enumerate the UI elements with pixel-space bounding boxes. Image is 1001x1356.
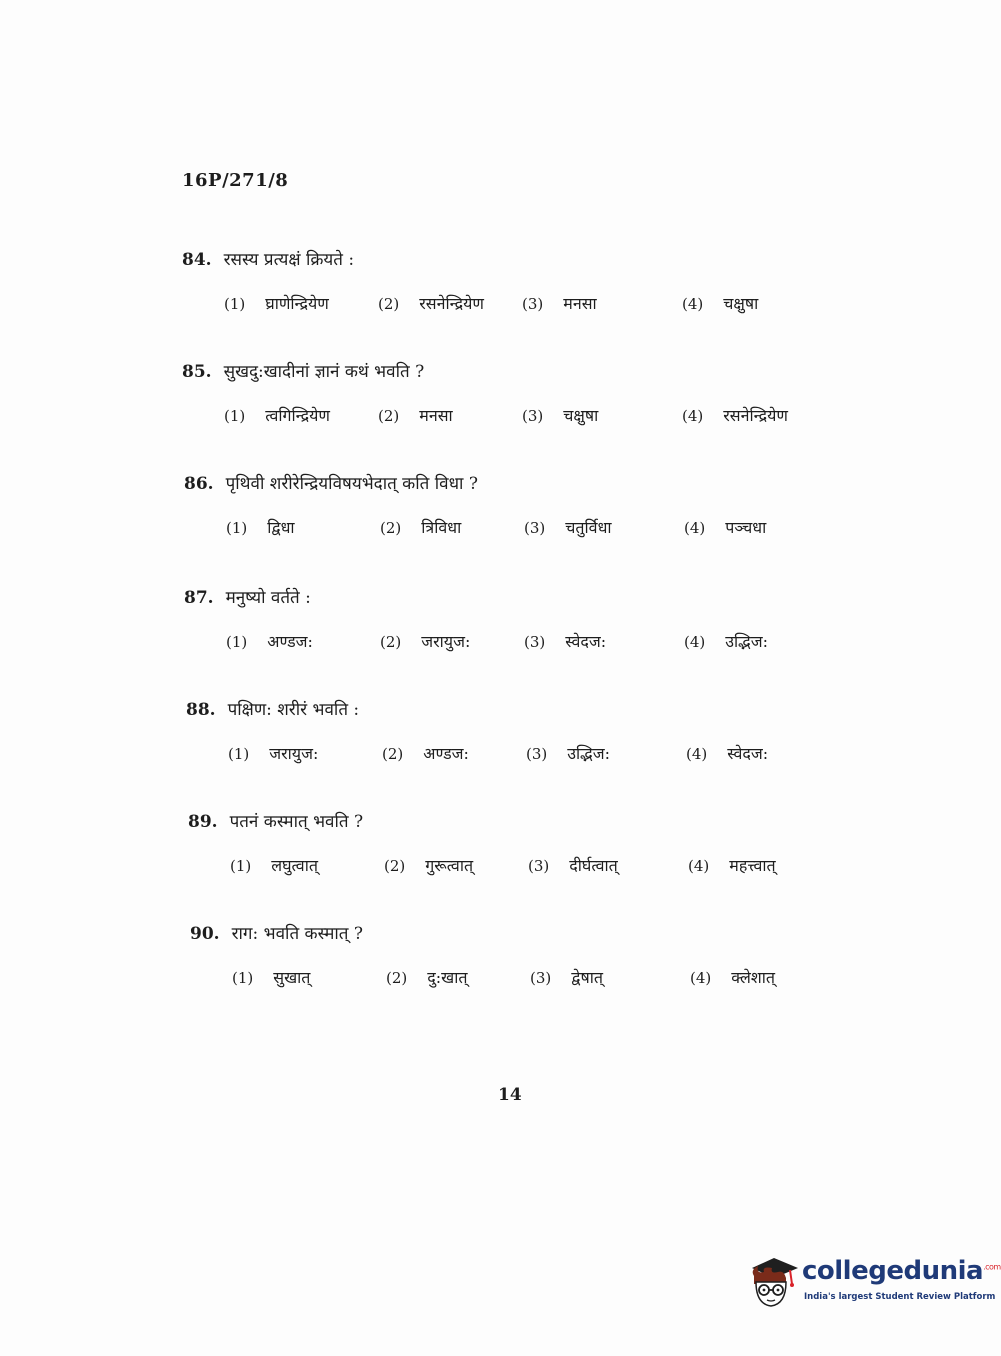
- option-text: त्वगिन्द्रियेण: [265, 406, 330, 425]
- option-text: दीर्घत्वात्: [569, 856, 618, 875]
- option-4: [682, 404, 788, 426]
- option-text: रसनेन्द्रियेण: [419, 294, 484, 313]
- option-2: [382, 742, 469, 764]
- option-text: द्वेषात्: [571, 968, 603, 987]
- question-number: 89.: [188, 812, 218, 832]
- question-stem: [184, 472, 844, 496]
- option-3: [528, 854, 618, 876]
- question-number: 84.: [182, 250, 212, 270]
- question-text: सुखदु:खादीनां ज्ञानं कथं भवति ?: [223, 362, 425, 382]
- option-3: [524, 630, 606, 652]
- option-1: [224, 404, 330, 426]
- option-text: द्विधा: [267, 518, 295, 537]
- option-number: (1): [224, 295, 246, 313]
- option-text: अण्डज:: [267, 632, 313, 651]
- option-text: उद्भिज:: [725, 632, 769, 651]
- option-2: [384, 854, 473, 876]
- option-2: [378, 292, 484, 314]
- option-3: [522, 292, 597, 314]
- question-number: 85.: [182, 362, 212, 382]
- question-stem: [188, 810, 848, 834]
- question-5: [188, 810, 848, 884]
- question-4: [186, 698, 846, 772]
- option-number: (1): [226, 519, 248, 537]
- question-text: पक्षिण: शरीरं भवति :: [227, 700, 360, 720]
- option-4: [684, 630, 768, 652]
- option-text: उद्भिज:: [567, 744, 611, 763]
- question-stem: [186, 698, 846, 722]
- question-stem: [182, 360, 842, 384]
- option-text: घ्राणेन्द्रियेण: [265, 294, 329, 313]
- option-list: [182, 292, 842, 322]
- option-3: [522, 404, 598, 426]
- option-4: [684, 516, 766, 538]
- option-1: [232, 966, 310, 988]
- option-number: (4): [682, 295, 704, 313]
- option-text: सुखात्: [273, 968, 311, 987]
- option-4: [686, 742, 768, 764]
- option-number: (4): [682, 407, 704, 425]
- question-6: [190, 922, 850, 996]
- option-1: [226, 516, 295, 538]
- option-3: [524, 516, 612, 538]
- option-text: स्वेदज:: [727, 744, 769, 763]
- option-text: गुरूत्वात्: [425, 856, 474, 875]
- option-3: [530, 966, 603, 988]
- question-text: पृथिवी शरीरेन्द्रियविषयभेदात् कति विधा ?: [225, 474, 478, 494]
- question-3: [184, 586, 844, 660]
- option-number: (2): [378, 407, 400, 425]
- question-text: रसस्य प्रत्यक्षं क्रियते :: [223, 250, 355, 270]
- option-text: मनसा: [563, 294, 597, 313]
- option-2: [380, 516, 461, 538]
- page-number: 14: [498, 1085, 522, 1105]
- question-1: [182, 360, 842, 434]
- option-1: [226, 630, 313, 652]
- option-number: (2): [378, 295, 400, 313]
- option-list: [186, 742, 846, 772]
- logo-dotcom: .com: [983, 1262, 1001, 1272]
- option-number: (1): [228, 745, 250, 763]
- option-number: (4): [690, 969, 712, 987]
- option-4: [682, 292, 758, 314]
- option-list: [184, 516, 844, 546]
- option-text: रसनेन्द्रियेण: [723, 406, 788, 425]
- option-2: [386, 966, 468, 988]
- option-number: (1): [224, 407, 246, 425]
- option-number: (3): [524, 519, 546, 537]
- option-1: [228, 742, 318, 764]
- option-text: स्वेदज:: [565, 632, 607, 651]
- question-number: 86.: [184, 474, 214, 494]
- option-number: (3): [522, 295, 544, 313]
- option-list: [190, 966, 850, 996]
- option-text: क्लेशात्: [731, 968, 775, 987]
- option-number: (1): [226, 633, 248, 651]
- option-2: [378, 404, 453, 426]
- option-text: अण्डज:: [423, 744, 469, 763]
- question-0: [182, 248, 842, 322]
- mascot-icon: [744, 1250, 800, 1312]
- option-number: (2): [380, 633, 402, 651]
- option-text: चक्षुषा: [563, 406, 599, 425]
- question-2: [184, 472, 844, 546]
- question-stem: [184, 586, 844, 610]
- question-stem: [182, 248, 842, 272]
- option-number: (2): [384, 857, 406, 875]
- question-stem: [190, 922, 850, 946]
- option-number: (1): [232, 969, 254, 987]
- question-number: 87.: [184, 588, 214, 608]
- option-number: (1): [230, 857, 252, 875]
- option-number: (3): [530, 969, 552, 987]
- option-2: [380, 630, 470, 652]
- option-number: (2): [382, 745, 404, 763]
- option-text: दु:खात्: [427, 968, 468, 987]
- option-number: (4): [686, 745, 708, 763]
- option-text: लघुत्वात्: [271, 856, 318, 875]
- option-number: (4): [684, 633, 706, 651]
- option-text: मनसा: [419, 406, 453, 425]
- option-number: (3): [526, 745, 548, 763]
- question-number: 88.: [186, 700, 216, 720]
- question-text: मनुष्यो वर्तते :: [225, 588, 311, 608]
- option-text: त्रिविधा: [421, 518, 462, 537]
- option-number: (3): [522, 407, 544, 425]
- collegedunia-logo: [744, 1250, 1001, 1312]
- paper-code: 16P/271/8: [182, 170, 289, 191]
- option-1: [230, 854, 318, 876]
- option-number: (4): [688, 857, 710, 875]
- question-number: 90.: [190, 924, 220, 944]
- option-1: [224, 292, 329, 314]
- logo-name: collegedunia: [802, 1256, 984, 1286]
- option-text: चतुर्विधा: [565, 518, 612, 537]
- option-4: [688, 854, 776, 876]
- option-text: महत्त्वात्: [729, 856, 776, 875]
- option-list: [182, 404, 842, 434]
- option-3: [526, 742, 610, 764]
- option-text: चक्षुषा: [723, 294, 759, 313]
- option-list: [184, 630, 844, 660]
- question-text: राग: भवति कस्मात् ?: [231, 924, 363, 944]
- option-4: [690, 966, 775, 988]
- logo-wordmark: [802, 1256, 1001, 1286]
- option-number: (2): [380, 519, 402, 537]
- option-text: पञ्चधा: [725, 518, 767, 537]
- option-number: (4): [684, 519, 706, 537]
- question-text: पतनं कस्मात् भवति ?: [229, 812, 364, 832]
- option-text: जरायुज:: [421, 632, 471, 651]
- option-list: [188, 854, 848, 884]
- option-number: (3): [528, 857, 550, 875]
- option-text: जरायुज:: [269, 744, 319, 763]
- logo-tagline: India's largest Student Review Platform: [804, 1292, 996, 1302]
- option-number: (2): [386, 969, 408, 987]
- option-number: (3): [524, 633, 546, 651]
